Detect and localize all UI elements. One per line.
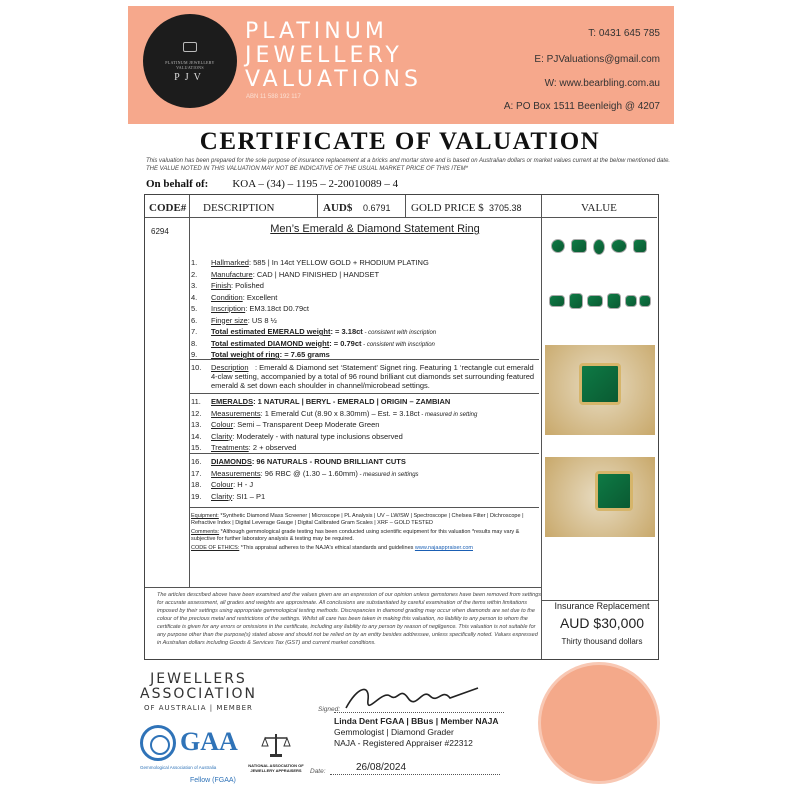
disclaimer: The articles described above have been examined and the values given are an expression of our opinion unless gemstones have been removed from settings for accurate assessment, all grades and weights are approximate. All conclusions are substantiated by careful examination of the items within limitations imposed by their settings using appropriate gemmological testing methods. Discrepancies in diamond grading may occur when diamonds are set due to the colour of the precious metal and restrictions of the settings. Whilst all care has been taken in making this valuation, no liability to any person to whom the certificate is given for any errors or omissions in the certificate, including any liability to any person by reason of negligence. This valuation is not suitable for any purpose other than the purpose(s) stated above and should not be relied on by an entity besides addressee, unless specifically noted. Values expressed in Australian dollars including Goods & Services Tax (GST) and current market conditions. <box>157 592 542 646</box>
gold-price: 3705.38 <box>489 203 522 213</box>
ethics-note: CODE OF ETHICS: *This appraisal adheres to the NAJA's ethical standards and guidelines www.najaappraiser.com <box>191 545 473 551</box>
diamond-logo-icon <box>183 42 197 52</box>
valuer-registration: NAJA - Registered Appraiser #22312 <box>334 738 473 748</box>
spec-row: 4. Condition: Excellent <box>191 292 278 302</box>
website[interactable]: W: www.bearbling.com.au <box>544 78 660 89</box>
abn-number: ABN 11 588 192 117 <box>246 94 301 100</box>
certificate-page: PLATINUM JEWELLERY VALUATIONS PJV PLATINUM JEWELLERY VALUATIONS ABN 11 588 192 117 T: 0431 645 785 E: PJValuations@gmail.com W: www.bearbling.com.au A: PO Box 1511 Beenleigh @ 4207 CERTIFICATE OF VALUATION This valuation has been prepared for the sole purpose of insurance replacement at a bricks and mortar store and is based on Australian dollars or market values current at the below mentioned date. THE VALUE NOTED IN THIS VALUATION MAY NOT BE INDICATIVE OF THE USUAL MARKET PRICE OF THIS ITEM* On behalf of: KOA – (34) – 1195 – 2-20010089 – 4 CODE# DESCRIPTION AUD$ 0.6791 GOLD PRICE $ 3705.38 VALUE 6294 Men’s Emerald & Diamond Statement Ring 1. Hallmarked: 585 | In 14ct YELLOW GOLD + RHODIUM PLATING 2. Manufacture: CAD | HAND FINISHED | HANDSET 3. Finish: Polished 4. Condition: Excellent 5. Inscription: EM3.18ct D0.79ct 6. Finger size: US 8 ½ 7. Total estimated EMERALD weight: = 3.18ct - consistent with inscription 8. Total estimated DIAMOND weight: = 0.79ct - consistent with inscription 9. Total weight of ring: = 7.65 grams 10. Description : Emerald & Diamond set ‘Statement’ Signet ring. Featuring 1 ‘rectangle cut emerald 4-claw setting, accompanied by a total of 96 round brilliant cut diamonds set surrounding featured emerald & set down each shoulder in channel/microbead settings. 11. EMERALDS: 1 NATURAL | BERYL - EMERALD | ORIGIN – ZAMBIAN 12. Measurements: 1 Emerald Cut (8.90 x 8.30mm) – Est. = 3.18ct - measured in setting 13. Colour: Semi – Transparent Deep Moderate Green 14. Clarity: Moderately - with natural type inclusions observed 15. Treatments: 2 + observed 16. DIAMONDS: 96 NATURALS - ROUND BRILLIANT CUTS 17. Measurements: 96 RBC @ (1.30 – 1.60mm) - measured in settings 18. Colour: H - J 19. Clarity: SI1 – P1 Equipment: *Synthetic Diamond Mass Screener | Microscope | PL Analysis | UV – LW/SW | Spectroscope | Chelsea Filter | Dichroscope | Refractive Index | Digital Leverage Gauge | Digital Calibrated Gram Scales | XRF – GOLD TESTED Comments: *Although gemmological grade testing has been conducted using scientific equipment for this valuation *results may vary & subjective for further laboratory analysis & testing may be required. CODE OF ETHICS: *This appraisal adheres to the NAJA's ethical standards and guidelines www.najaappraiser.com The articles described above have been examined and the values given are an expression of our opinion unless gemstones have been removed from settings for accurate assessment, all grades and weights are approximate. All conclusions are substantiated by careful examination of the items within limitations imposed by their settings using appropriate gemmological testing methods. Discrepancies in diamond grading may occur when diamonds are set due to the colour of the precious metal and restrictions of the settings. Whilst all care has been taken in making this valuation, no liability to any person to whom the certificate is given for any errors or omissions in the certificate, including any liability to any person by reason of negligence. This valuation is not suitable for any purpose other than the purpose(s) stated above and should not be relied on by an entity besides addressee, unless specifically noted. Values expressed in Australian dollars including Goods & Services Tax (GST) and current market conditions. Insurance Replacement AUD $30,000 Thirty thousand dollars JEWELLERS ASSOCIATION OF AUSTRALIA | MEMBER GAA Gemmological Association of Australia Fellow (FGAA) NATIONAL ASSOCIATION OF JEWELLERY APPRAISERS Signed: Linda Dent FGAA | BBus | Member NAJA Gemmologist | Diamond Grader NAJA - Registered Appraiser #22312 Date: 26/08/2024 <box>0 0 800 800</box>
letterhead <box>128 6 674 124</box>
spec-row: 14. Clarity: Moderately - with natural type inclusions observed <box>191 431 403 441</box>
insurance-words: Thirty thousand dollars <box>561 637 643 646</box>
comments-note: Comments: *Although gemmological grade testing has been conducted using scientific equipment for this valuation *results may vary & subjective for further laboratory analysis & testing may be required. <box>191 529 520 542</box>
emerald-chart-image <box>545 225 655 333</box>
phone: T: 0431 645 785 <box>588 28 660 39</box>
logo-initials: PJV <box>174 72 206 83</box>
brand-line-2: JEWELLERY <box>245 43 403 68</box>
naja-scales-icon <box>261 732 291 758</box>
ring-photo-side <box>545 457 655 537</box>
logo-ring-text: PLATINUM JEWELLERY VALUATIONS <box>165 60 215 70</box>
spec-row: 7. Total estimated EMERALD weight: = 3.18ct - consistent with inscription <box>191 327 437 336</box>
aud-header: AUD$ <box>323 202 353 214</box>
intro-line-1: This valuation has been prepared for the sole purpose of insurance replacement at a bricks and mortar store and is based on Australian dollars or market values current at the below mentioned date. <box>146 158 671 164</box>
spec-row: 5. Inscription: EM3.18ct D0.79ct <box>191 304 309 313</box>
spec-row: 8. Total estimated DIAMOND weight: = 0.79ct - consistent with inscription <box>191 338 435 348</box>
insurance-amount: AUD $30,000 <box>559 615 645 631</box>
seal-stamp <box>541 665 657 781</box>
signature-block: Signed: Linda Dent FGAA | BBus | Member NAJA Gemmologist | Diamond Grader NAJA - Registered Appraiser #22312 Date: 26/08/2024 <box>318 682 498 778</box>
spec-row: 16. DIAMONDS: 96 NATURALS - ROUND BRILLIANT CUTS <box>191 457 406 466</box>
ring-photo-top <box>545 345 655 435</box>
spec-row: 6. Finger size: US 8 ½ <box>191 315 277 325</box>
spec-row: 19. Clarity: SI1 – P1 <box>191 491 266 501</box>
description-row: 10. Description <box>191 363 249 372</box>
code-header: CODE# <box>149 202 187 214</box>
gaa-logo-icon <box>140 725 176 761</box>
page-title: CERTIFICATE OF VALUATION <box>199 128 601 155</box>
address: A: PO Box 1511 Beenleigh @ 4207 <box>503 101 660 112</box>
signature-image <box>338 682 488 712</box>
spec-row: 15. Treatments: 2 + observed <box>191 443 297 452</box>
intro-line-2: THE VALUE NOTED IN THIS VALUATION MAY NOT BE INDICATIVE OF THE USUAL MARKET PRICE OF THIS ITEM* <box>146 166 468 172</box>
valuation-date: 26/08/2024 <box>356 762 407 773</box>
spec-row: 11. EMERALDS: 1 NATURAL | BERYL - EMERALD | ORIGIN – ZAMBIAN <box>191 397 451 406</box>
description-text: : Emerald & Diamond set ‘Statement’ Signet ring. Featuring 1 ‘rectangle cut emerald 4-claw setting, accompanied by a total of 96 round brilliant cut diamonds set surrounding featured emerald & set down each shoulder in channel/microbead settings. <box>211 363 535 390</box>
on-behalf-label: On behalf of: <box>146 178 209 190</box>
item-code: 6294 <box>151 227 169 236</box>
description-header: DESCRIPTION <box>203 202 275 214</box>
valuer-name: Linda Dent FGAA | BBus | Member NAJA <box>334 716 499 726</box>
spec-row: 12. Measurements: 1 Emerald Cut (8.90 x 8.30mm) – Est. = 3.18ct - measured in setting <box>191 408 478 418</box>
aud-rate: 0.6791 <box>363 203 391 213</box>
on-behalf-value: KOA – (34) – 1195 – 2-20010089 – 4 <box>232 178 399 190</box>
brand-line-3: VALUATIONS <box>245 67 422 92</box>
spec-row: 17. Measurements: 96 RBC @ (1.30 – 1.60mm) - measured in settings <box>191 468 419 478</box>
item-title: Men’s Emerald & Diamond Statement Ring <box>270 223 480 235</box>
gold-price-header: GOLD PRICE $ <box>411 202 484 214</box>
spec-row: 18. Colour: H - J <box>191 480 254 489</box>
spec-row: 3. Finish: Polished <box>191 281 264 290</box>
email[interactable]: E: PJValuations@gmail.com <box>534 54 660 65</box>
pjv-logo <box>143 14 237 108</box>
spec-row: 1. Hallmarked: 585 | In 14ct YELLOW GOLD + RHODIUM PLATING <box>191 258 429 267</box>
brand-line-1: PLATINUM <box>245 19 388 44</box>
spec-row: 13. Colour: Semi – Transparent Deep Moderate Green <box>191 420 380 429</box>
equipment-note: Equipment: *Synthetic Diamond Mass Screener | Microscope | PL Analysis | UV – LW/SW | Spectroscope | Chelsea Filter | Dichroscope | Refractive Index | Digital Leverage Gauge | Digital Calibrated Gram Scales | XRF – GOLD TESTED <box>191 513 524 526</box>
value-header: VALUE <box>581 202 617 214</box>
naja-logo: NATIONAL ASSOCIATION OF JEWELLERY APPRAISERS <box>248 732 304 773</box>
valuation-table <box>144 194 659 660</box>
insurance-label: Insurance Replacement <box>554 601 650 611</box>
on-behalf-of <box>146 178 398 190</box>
spec-row: 2. Manufacture: CAD | HAND FINISHED | HANDSET <box>191 269 380 279</box>
valuer-role: Gemmologist | Diamond Grader <box>334 727 454 737</box>
naja-link[interactable]: www.najaappraiser.com <box>414 545 473 551</box>
jewellers-association-logo: JEWELLERS ASSOCIATION OF AUSTRALIA | MEMBER <box>140 671 257 712</box>
spec-row: 9. Total weight of ring: = 7.65 grams <box>191 350 330 359</box>
